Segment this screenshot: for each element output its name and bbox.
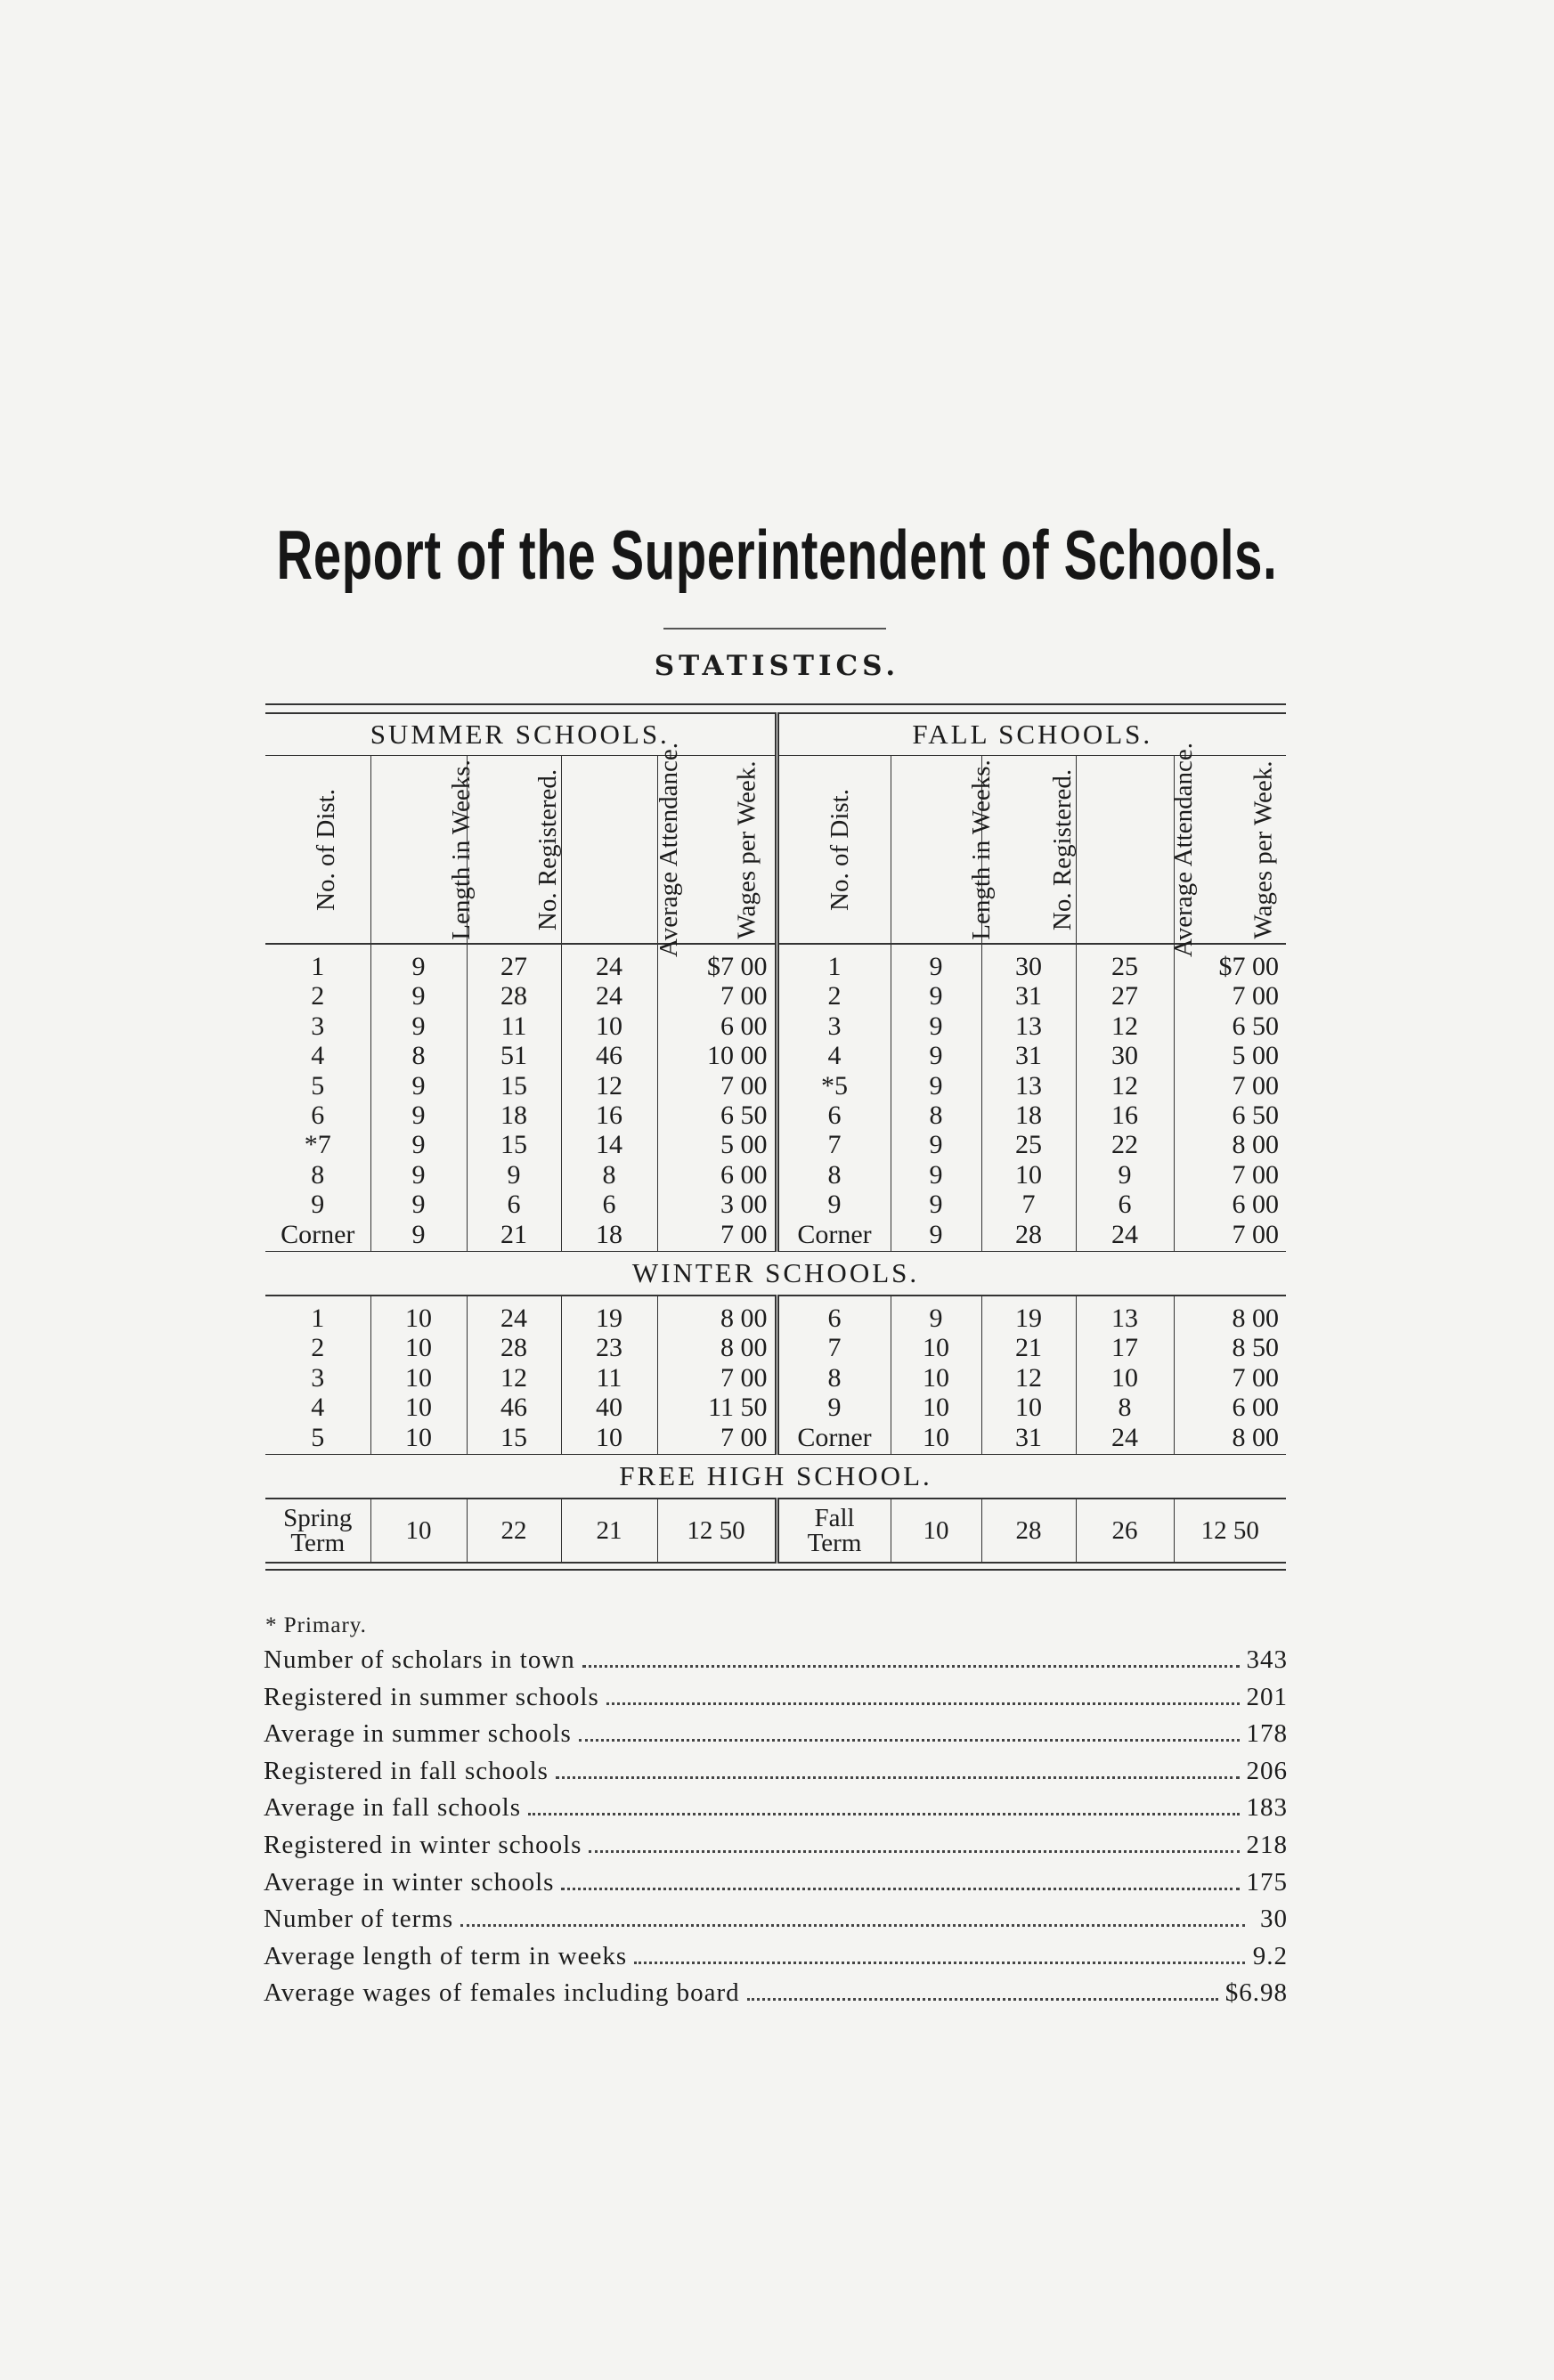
table-cell: 10 [370,1363,467,1393]
table-cell: 10 [981,1393,1076,1422]
table-cell: $7 00 [1174,944,1286,981]
table-cell: 9 [370,1160,467,1190]
term-label-line: Term [290,1529,346,1558]
table-cell: 11 [561,1363,657,1393]
table-cell: 27 [467,944,561,981]
column-header-row [265,756,1286,945]
table-cell: 9 [370,981,467,1011]
spring-term-weeks: 10 [370,1499,467,1563]
summary-label: Average wages of females including board [264,1978,740,2008]
summary-row [264,1645,1288,1683]
statistics-table [265,703,1286,1571]
column-header-label: Average Attendance. [654,742,683,958]
summary-row [264,1905,1288,1942]
column-header-label: Average Attendance. [1168,742,1198,958]
dot-leader [556,1776,1240,1779]
summary-row [264,1683,1288,1720]
summary-row [264,1757,1288,1794]
table-cell: 6 [311,1101,325,1131]
table-cell: 9 [891,1160,981,1190]
table-cell: 15 [467,1423,561,1455]
table-cell: 9 [777,1190,891,1219]
table-row [265,1220,1286,1252]
table-cell: 19 [981,1296,1076,1333]
table-cell: 10 [891,1333,981,1362]
table-cell: 10 [561,1423,657,1455]
table-cell: 9 [1076,1160,1174,1190]
table-cell: 4 [311,1393,325,1423]
table-cell: 9 [891,1296,981,1333]
summary-value: 178 [1246,1719,1288,1749]
table-cell: *7 [304,1130,331,1160]
table-cell: 25 [1076,944,1174,981]
table-cell: 9 [370,1190,467,1219]
table-cell: 10 [370,1423,467,1455]
free-high-school-heading: FREE HIGH SCHOOL. [265,1455,1286,1499]
table-cell: 23 [561,1333,657,1362]
summer-col-header [467,756,561,945]
table-cell: 6 50 [657,1101,777,1130]
table-cell: 7 00 [1174,1160,1286,1190]
summer-schools-heading: SUMMER SCHOOLS. [370,719,670,751]
dot-leader [606,1702,1240,1705]
table-cell: 9 [891,1041,981,1070]
table-cell: 3 [777,1011,891,1041]
summary-label: Average in winter schools [264,1867,555,1897]
table-cell: *5 [777,1071,891,1101]
column-header-label: No. of Dist. [311,789,340,911]
table-cell: 8 50 [1174,1333,1286,1362]
table-cell: 8 [370,1041,467,1070]
column-header-label: No. of Dist. [825,789,854,911]
table-cell: 13 [1076,1296,1174,1333]
table-cell: 6 [561,1190,657,1219]
table-cell: 7 00 [1174,1071,1286,1101]
table-cell: 2 [777,981,891,1011]
dot-leader [561,1888,1239,1890]
table-row [265,981,1286,1011]
table-cell: 9 [370,944,467,981]
summary-value: 183 [1246,1793,1288,1823]
table-cell: 10 00 [657,1041,777,1070]
table-cell: 8 00 [657,1296,777,1333]
fall-col-header [891,756,996,945]
dot-leader [589,1850,1239,1853]
table-cell: 10 [370,1393,467,1422]
table-cell: 10 [1076,1363,1174,1393]
table-cell: 24 [467,1296,561,1333]
winter-schools-heading: WINTER SCHOOLS. [265,1252,1286,1296]
table-cell: 5 [311,1422,325,1452]
table-cell: 7 [777,1130,891,1159]
table-cell: 46 [561,1041,657,1070]
summary-label: Average length of term in weeks [264,1941,628,1970]
summary-row [264,1942,1288,1979]
table-cell: 2 [311,1333,325,1363]
table-cell: 25 [981,1130,1076,1159]
table-cell: 31 [981,981,1076,1011]
table-cell: 6 00 [657,1160,777,1190]
table-cell: 12 [561,1071,657,1101]
table-row [265,1071,1286,1101]
table-cell: 7 00 [657,1363,777,1393]
column-header-label: Wages per Week. [1249,760,1278,939]
table-row [265,1041,1286,1070]
spring-term-registered: 22 [467,1499,561,1563]
summary-value: 9.2 [1252,1941,1288,1970]
table-cell: 6 [777,1296,891,1333]
column-header-label: Length in Weeks. [966,759,996,940]
table-cell: 12 [1076,1071,1174,1101]
table-row [265,1296,1286,1333]
dot-leader [579,1739,1240,1742]
summary-value: $6.98 [1224,1978,1288,2008]
table-cell: 30 [981,944,1076,981]
column-header-label: No. Registered. [533,768,562,931]
table-cell: 9 [370,1101,467,1130]
summer-col-header [561,742,683,958]
table-cell: 6 00 [657,1011,777,1041]
table-cell: 30 [1076,1041,1174,1070]
table-cell: 31 [981,1041,1076,1070]
table-cell: 5 [311,1070,325,1101]
table-cell: 15 [467,1130,561,1159]
column-header-label: Length in Weeks. [446,759,476,940]
dot-leader [634,1962,1245,1964]
table-cell: 14 [561,1130,657,1159]
table-cell: 9 [370,1011,467,1041]
summary-label: Average in fall schools [264,1793,522,1823]
table-cell: 9 [370,1220,467,1252]
table-cell: 9 [891,1011,981,1041]
table-cell: 6 50 [1174,1011,1286,1041]
summary-value: 218 [1246,1830,1288,1859]
table-cell: 10 [561,1011,657,1041]
table-cell: 24 [1076,1423,1174,1455]
table-cell: 28 [467,1333,561,1362]
table-cell: 7 00 [657,1423,777,1455]
top-rule [265,704,1286,713]
table-cell: 8 00 [1174,1130,1286,1159]
table-cell: 7 00 [657,1071,777,1101]
table-row [265,1101,1286,1130]
spring-term-wages: 12 50 [657,1499,777,1563]
table-cell: 12 [981,1363,1076,1393]
table-cell: 18 [561,1220,657,1252]
table-cell: 4 [777,1041,891,1070]
table-cell: 9 [891,981,981,1011]
dot-leader [747,1998,1218,2001]
bottom-rule [265,1563,1286,1570]
table-cell: 7 00 [657,981,777,1011]
table-cell: 7 [981,1190,1076,1219]
free-high-school-row [265,1455,1286,1499]
summary-value: 343 [1246,1645,1288,1674]
section-heading: STATISTICS. [654,650,900,682]
table-cell: 10 [891,1393,981,1422]
winter-schools-row [265,1252,1286,1296]
table-cell: 7 00 [1174,981,1286,1011]
table-cell: 10 [891,1423,981,1455]
summary-label: Registered in summer schools [264,1682,599,1711]
column-header-label: No. Registered. [1047,768,1077,931]
table-cell: 27 [1076,981,1174,1011]
table-row [265,1423,1286,1455]
table-cell: 1 [777,944,891,981]
fall-term-label [777,1499,891,1563]
fall-term-weeks: 10 [891,1499,981,1563]
fall-schools-heading: FALL SCHOOLS. [777,713,1286,756]
summary-value: 206 [1246,1756,1288,1785]
table-cell: 5 00 [657,1130,777,1159]
table-cell: 5 00 [1174,1041,1286,1070]
summary-row [264,1978,1288,2016]
table-cell: Corner [281,1219,355,1249]
summary-label: Average in summer schools [264,1719,572,1749]
table-cell: 6 00 [1174,1393,1286,1422]
table-cell: 13 [981,1011,1076,1041]
table-cell: 22 [1076,1130,1174,1159]
spring-term-label [265,1499,370,1563]
table-cell: 46 [467,1393,561,1422]
table-cell: 7 00 [1174,1220,1286,1252]
table-row [265,1393,1286,1422]
table-cell: 28 [981,1220,1076,1252]
table-cell: 6 [1076,1190,1174,1219]
footnote-primary: * Primary. [265,1613,367,1637]
table-cell: 8 [777,1363,891,1393]
summary-row [264,1793,1288,1831]
table-cell: 8 00 [657,1333,777,1362]
table-cell: $7 00 [657,944,777,981]
fall-col-header [1076,742,1198,958]
table-cell: 9 [777,1393,891,1422]
summary-label: Registered in fall schools [264,1756,549,1785]
term-label-line: Spring [283,1504,353,1533]
table-cell: 21 [467,1220,561,1252]
dot-leader [528,1813,1239,1815]
table-cell: 8 [1076,1393,1174,1422]
summer-col-header [370,756,476,945]
table-cell: 3 00 [657,1190,777,1219]
fall-term-wages: 12 50 [1174,1499,1286,1563]
table-cell: 11 [467,1011,561,1041]
table-cell: 11 50 [657,1393,777,1422]
table-cell: 8 00 [1174,1423,1286,1455]
table-cell: 12 [467,1363,561,1393]
table-cell: 18 [981,1101,1076,1130]
table-cell: 9 [891,1190,981,1219]
table-cell: 8 [777,1160,891,1190]
summary-value: 175 [1246,1867,1288,1897]
fall-term-attendance: 26 [1076,1499,1174,1563]
summary-row [264,1831,1288,1868]
spring-term-attendance: 21 [561,1499,657,1563]
table-row [265,1190,1286,1219]
table-row [265,1333,1286,1362]
table-cell: 18 [467,1101,561,1130]
table-cell: 9 [891,1130,981,1159]
table-cell: 19 [561,1296,657,1333]
summary-list [264,1645,1288,2016]
table-cell: 31 [981,1423,1076,1455]
table-cell: 1 [311,952,325,981]
table-cell: 28 [467,981,561,1011]
table-cell: 3 [311,1011,325,1041]
table-cell: 13 [981,1071,1076,1101]
table-cell: 6 50 [1174,1101,1286,1130]
table-cell: 9 [891,1071,981,1101]
term-label-line: Fall [814,1504,855,1533]
table-cell: 9 [370,1130,467,1159]
table-cell: 2 [311,981,325,1011]
summary-value: 201 [1246,1682,1288,1711]
table-cell: 4 [311,1041,325,1071]
table-cell: 7 00 [657,1220,777,1252]
table-cell: 10 [981,1160,1076,1190]
table-cell: Corner [777,1423,891,1455]
table-cell: 10 [370,1333,467,1362]
summer-col-header [265,756,370,945]
summary-row [264,1719,1288,1757]
table-cell: 9 [891,1220,981,1252]
table-row [265,1160,1286,1190]
table-row [265,1011,1286,1041]
table-cell: 24 [561,981,657,1011]
table-cell: 7 [777,1333,891,1362]
table-cell: 9 [467,1160,561,1190]
table-cell: 6 [467,1190,561,1219]
table-cell: 7 00 [1174,1363,1286,1393]
table-cell: 8 [891,1101,981,1130]
table-cell: 51 [467,1041,561,1070]
table-cell: 16 [561,1101,657,1130]
summary-label: Number of scholars in town [264,1645,575,1674]
title-divider [663,628,886,630]
table-cell: 3 [311,1362,325,1393]
group-header-row [265,713,1286,756]
table-cell: 9 [891,944,981,981]
table-cell: 8 [561,1160,657,1190]
table-cell: 21 [981,1333,1076,1362]
table-cell: 24 [1076,1220,1174,1252]
table-cell: 12 [1076,1011,1174,1041]
table-cell: 24 [561,944,657,981]
page-title: Report of the Superintendent of Schools. [276,516,1278,594]
dot-leader [460,1924,1245,1927]
summary-label: Number of terms [264,1905,454,1934]
table-row [265,944,1286,981]
summary-value: 30 [1260,1905,1288,1934]
table-cell: 6 [777,1101,891,1130]
table-cell: 8 00 [1174,1296,1286,1333]
table-cell: 1 [311,1304,325,1334]
table-cell: 16 [1076,1101,1174,1130]
table-cell: 15 [467,1071,561,1101]
dot-leader [582,1665,1240,1668]
table-cell: 10 [370,1296,467,1333]
table-cell: 9 [311,1190,325,1220]
table-cell: 40 [561,1393,657,1422]
table-row [265,1363,1286,1393]
high-school-terms-row [265,1499,1286,1563]
fall-term-registered: 28 [981,1499,1076,1563]
table-cell: 10 [891,1363,981,1393]
term-label-line: Term [807,1529,862,1558]
summary-label: Registered in winter schools [264,1830,582,1859]
table-cell: 8 [311,1159,325,1190]
table-cell: 9 [370,1071,467,1101]
summary-row [264,1868,1288,1905]
fall-col-header [777,756,891,945]
column-header-label: Wages per Week. [732,760,761,939]
table-cell: Corner [777,1220,891,1252]
table-row [265,1130,1286,1159]
table-cell: 17 [1076,1333,1174,1362]
table-cell: 6 00 [1174,1190,1286,1219]
